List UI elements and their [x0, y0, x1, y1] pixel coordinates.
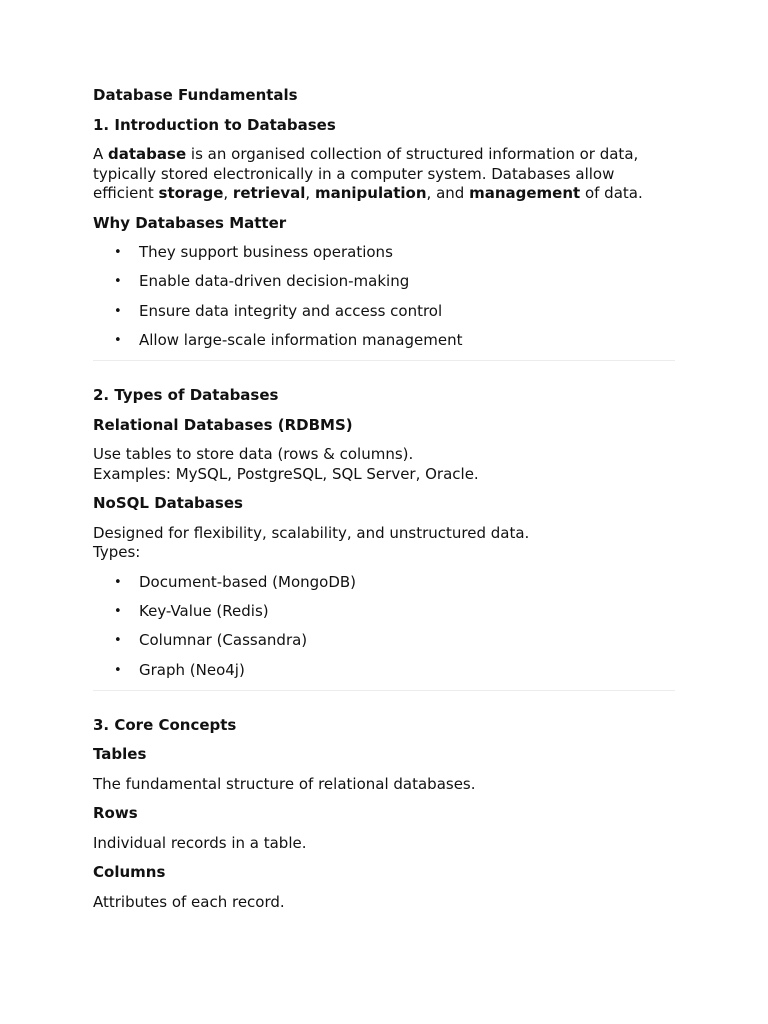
nosql-line-2: Types: [93, 543, 141, 562]
intro-paragraph [93, 145, 675, 204]
list-item-text: Allow large-scale information management [139, 330, 463, 349]
list-item-text: Key-Value (Redis) [139, 601, 269, 620]
relational-paragraph [93, 445, 675, 484]
intro-text-6: of data. [580, 184, 643, 202]
section-divider [93, 690, 675, 691]
bullet-icon: • [114, 332, 122, 348]
list-item [93, 302, 675, 322]
list-item-text: Columnar (Cassandra) [139, 631, 308, 650]
list-item-text: Enable data-driven decision-making [139, 272, 410, 291]
list-item [93, 272, 675, 292]
section-divider [93, 360, 675, 361]
list-item [93, 661, 675, 681]
intro-bold-management: management [469, 184, 581, 202]
relational-line-2: Examples: MySQL, PostgreSQL, SQL Server, Oracle. [93, 464, 479, 483]
nosql-paragraph [93, 524, 675, 563]
intro-text-3: , [223, 184, 233, 202]
tables-text: The fundamental structure of relational databases. [93, 774, 476, 793]
intro-bold-database: database [108, 145, 187, 163]
columns-text: Attributes of each record. [93, 892, 285, 911]
rows-heading: Rows [93, 804, 138, 823]
list-item [93, 602, 675, 622]
intro-text-5: , and [426, 184, 470, 202]
section-heading-types: 2. Types of Databases [93, 386, 279, 405]
list-item [93, 243, 675, 263]
document-page [93, 86, 675, 922]
why-databases-matter-heading: Why Databases Matter [93, 213, 287, 232]
why-databases-list [93, 243, 675, 350]
bullet-icon: • [114, 574, 122, 590]
list-item-text: Ensure data integrity and access control [139, 301, 443, 320]
columns-heading: Columns [93, 863, 166, 882]
bullet-icon: • [114, 303, 122, 319]
intro-bold-storage: storage [158, 184, 224, 202]
list-item [93, 331, 675, 351]
intro-text-2: is an organised collection of structured information or data, typically stored electronically in a computer system. Databases allow efficient [93, 145, 639, 202]
relational-line-1: Use tables to store data (rows & columns). [93, 445, 414, 464]
list-item-text: Document-based (MongoDB) [139, 572, 357, 591]
list-item-text: Graph (Neo4j) [139, 660, 245, 679]
section-heading-core-concepts: 3. Core Concepts [93, 715, 237, 734]
bullet-icon: • [114, 245, 122, 260]
list-item [93, 631, 675, 651]
list-item [93, 573, 675, 593]
tables-heading: Tables [93, 745, 147, 764]
bullet-icon: • [114, 633, 122, 649]
relational-databases-heading: Relational Databases (RDBMS) [93, 415, 353, 434]
intro-bold-manipulation: manipulation [314, 184, 427, 202]
section-heading-introduction: 1. Introduction to Databases [93, 115, 336, 134]
rows-text: Individual records in a table. [93, 833, 307, 852]
nosql-line-1: Designed for flexibility, scalability, and unstructured data. [93, 523, 530, 542]
bullet-icon: • [114, 662, 122, 678]
intro-text-4: , [305, 184, 315, 202]
intro-text-1: A [93, 145, 109, 163]
list-item-text: They support business operations [139, 243, 393, 261]
bullet-icon: • [114, 603, 122, 619]
bullet-icon: • [114, 274, 122, 290]
nosql-databases-heading: NoSQL Databases [93, 494, 243, 513]
intro-bold-retrieval: retrieval [232, 184, 306, 202]
nosql-types-list [93, 573, 675, 680]
document-title: Database Fundamentals [93, 86, 298, 104]
